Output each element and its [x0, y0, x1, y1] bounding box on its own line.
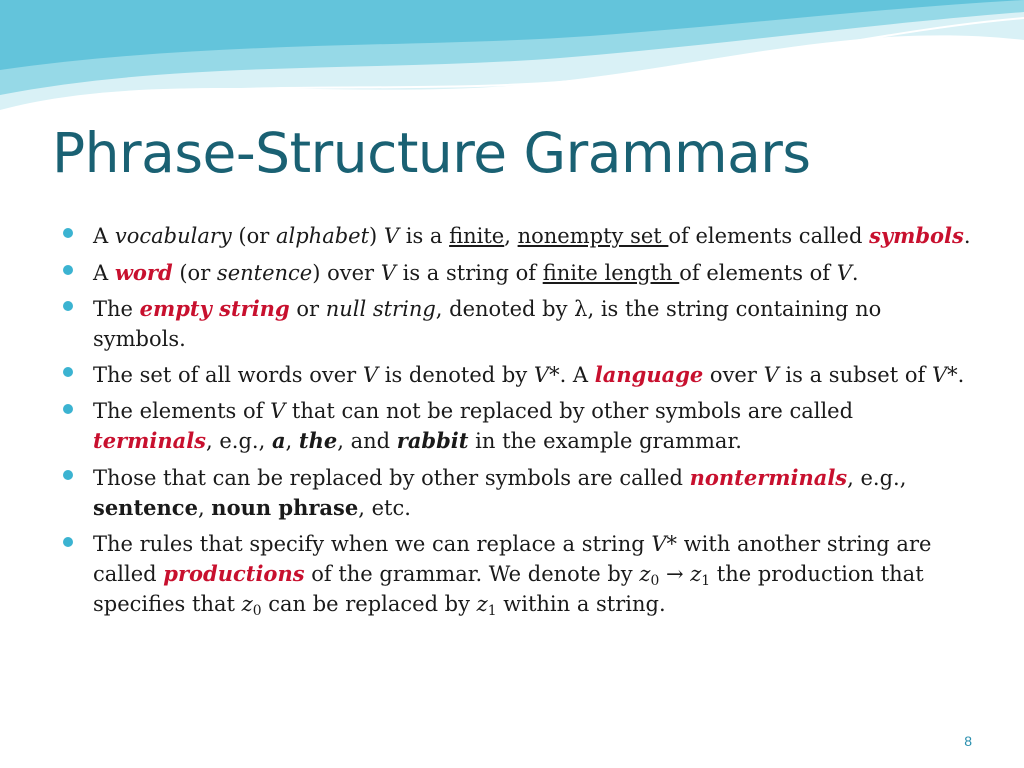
bullet-text-run: 1 — [487, 602, 497, 619]
bullet-text-run: The set of all words over — [93, 363, 363, 387]
term-highlight: productions — [163, 561, 305, 586]
bullet-text-run: , denoted by λ, is the string containing no symbols. — [93, 297, 882, 351]
bullet-dot-icon — [63, 367, 73, 377]
bullet-item — [62, 221, 972, 252]
bullet-text-run: of elements called — [668, 224, 870, 248]
bullet-text-run: null string — [325, 297, 436, 321]
bullet-dot-icon — [63, 537, 73, 547]
bullet-text-run: The rules that specify when we can replace a string — [93, 531, 652, 556]
bullet-text-run: (or — [231, 224, 276, 248]
bullet-item — [62, 397, 972, 457]
bullet-list — [62, 221, 972, 625]
bullet-text-run: , — [285, 429, 299, 453]
bullet-text-run: the — [298, 428, 338, 453]
bullet-text-run: alphabet — [275, 224, 370, 248]
bullet-text-run: vocabulary — [114, 224, 232, 248]
bullet-text-run: of the grammar. We denote by — [304, 562, 640, 586]
bullet-text-run: A — [93, 260, 115, 285]
bullet-text-run: → — [659, 562, 691, 586]
bullet-text-run: nonempty set — [517, 224, 669, 248]
bullet-text-run: z — [476, 591, 488, 616]
bullet-text-run: z — [690, 562, 702, 586]
bullet-text-run: can be replaced by — [261, 591, 477, 616]
bullet-text-run: V — [931, 363, 948, 387]
bullet-dot-icon — [63, 265, 73, 275]
bullet-text-run: , e.g., — [847, 465, 907, 490]
term-highlight: empty string — [139, 296, 290, 321]
bullet-text-run: Those that can be replaced by other symbols are called — [93, 465, 690, 490]
bullet-text-run: , etc. — [358, 496, 411, 520]
bullet-text-run: V — [270, 398, 286, 423]
bullet-text-run: rabbit — [396, 428, 469, 453]
bullet-text-run: (or — [172, 260, 217, 285]
bullet-dot-icon — [63, 404, 73, 414]
bullet-text-run: is a subset of — [778, 363, 932, 387]
bullet-text-run: V — [383, 224, 400, 248]
bullet-text-run: z — [241, 591, 253, 616]
bullet-text-run: sentence — [93, 495, 198, 520]
term-highlight: symbols — [869, 223, 964, 248]
bullet-text-run: is a — [399, 224, 450, 248]
header-wave-decoration — [0, 0, 1024, 130]
term-highlight: nonterminals — [689, 464, 848, 490]
bullet-text-run: of elements of — [679, 260, 837, 285]
bullet-dot-icon — [63, 470, 73, 480]
bullet-text-run: ) — [369, 224, 384, 248]
bullet-item — [62, 258, 972, 289]
bullet-item — [62, 530, 972, 620]
bullet-text-run: within a string. — [496, 591, 666, 616]
bullet-text-run: *. A — [549, 363, 595, 387]
bullet-text-run: *. — [947, 363, 965, 387]
bullet-text-run: ) over — [312, 260, 381, 285]
bullet-text-run: in the example grammar. — [468, 429, 742, 453]
bullet-text-run: a — [271, 428, 286, 453]
bullet-dot-icon — [63, 228, 73, 238]
bullet-text-run: the production that specifies that — [93, 562, 924, 616]
bullet-text-run: V — [533, 363, 550, 387]
bullet-text-run: with another string are called — [93, 531, 932, 586]
bullet-text-run: finite — [449, 224, 505, 248]
bullet-text-run: 0 — [252, 602, 262, 619]
bullet-item — [62, 360, 972, 391]
bullet-item — [62, 294, 972, 354]
bullet-text-run: A — [93, 224, 115, 248]
bullet-text-run: or — [289, 297, 326, 321]
bullet-text-run: sentence — [216, 260, 313, 285]
bullet-text-run: The elements of — [93, 398, 271, 423]
bullet-text-run: z — [639, 562, 651, 586]
bullet-text-run: V* — [651, 531, 678, 556]
term-highlight: terminals — [93, 428, 206, 453]
bullet-text-run: , — [197, 496, 212, 520]
bullet-text-run: is a string of — [395, 260, 543, 285]
bullet-text-run: finite length — [542, 260, 680, 285]
slide-title: Phrase-Structure Grammars — [52, 121, 811, 185]
bullet-text-run: , and — [337, 429, 397, 453]
term-highlight: language — [594, 362, 704, 387]
page-number: 8 — [964, 733, 972, 749]
bullet-text-run: is denoted by — [378, 363, 534, 387]
bullet-text-run: that can not be replaced by other symbols are called — [285, 398, 854, 423]
bullet-text-run: noun phrase — [211, 495, 359, 520]
bullet-text-run: . — [851, 260, 859, 285]
bullet-text-run: V — [362, 363, 379, 387]
bullet-text-run: V — [763, 363, 779, 387]
bullet-dot-icon — [63, 301, 73, 311]
bullet-text-run: 0 — [650, 573, 660, 590]
bullet-text-run: . — [963, 224, 971, 248]
bullet-text-run: V — [836, 260, 852, 285]
bullet-text-run: V — [380, 260, 396, 285]
bullet-text-run: over — [703, 363, 764, 387]
bullet-text-run: 1 — [701, 573, 711, 590]
bullet-text-run: , e.g., — [206, 429, 272, 453]
bullet-text-run: The — [93, 297, 140, 321]
bullet-text-run: , — [504, 224, 518, 248]
term-highlight: word — [114, 259, 173, 285]
bullet-item — [62, 463, 972, 524]
